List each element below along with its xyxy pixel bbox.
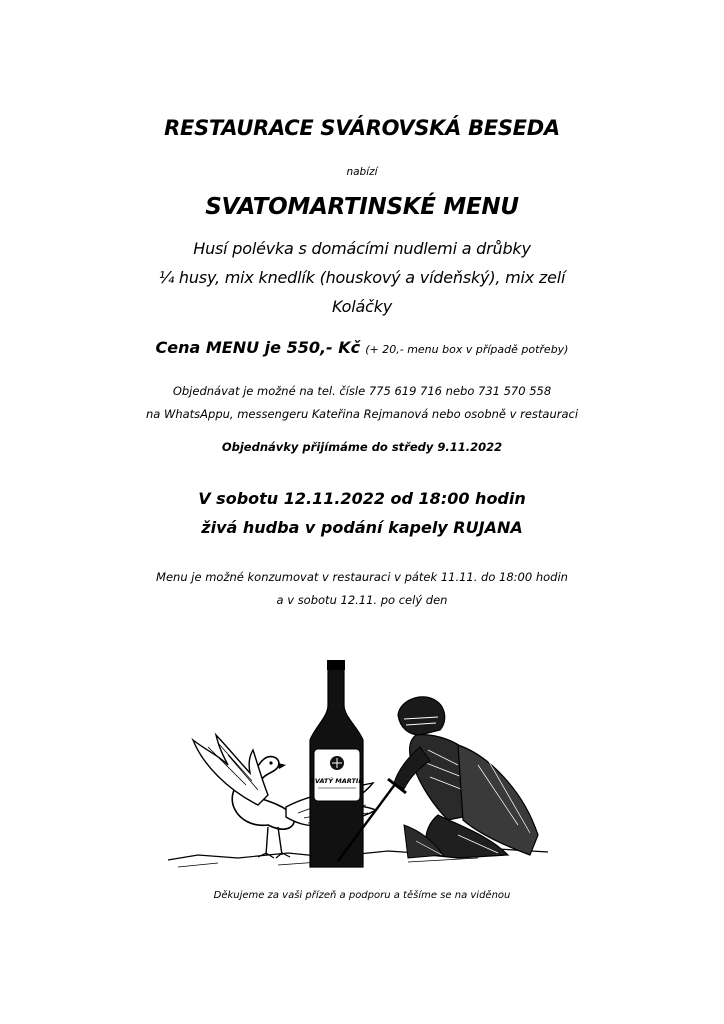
- goose-wine-knight-illustration: [158, 655, 558, 880]
- menu-price-note: (+ 20,- menu box v případě potřeby): [365, 343, 569, 356]
- menu-item-dessert: Koláčky: [331, 297, 393, 316]
- event-live-music: živá hudba v podání kapely RUJANA: [201, 518, 523, 537]
- menu-price-main: Cena MENU je 550,- Kč: [155, 338, 361, 357]
- menu-price: [0, 338, 724, 357]
- event-date: V sobotu 12.11.2022 od 18:00 hodin: [198, 489, 526, 508]
- ordering-deadline: Objednávky přijímáme do středy 9.11.2022: [221, 440, 503, 454]
- bottle-label-text: SVATÝ MARTIN: [310, 777, 364, 785]
- menu-item-soup: Husí polévka s domácími nudlemi a drůbky: [193, 239, 531, 258]
- restaurant-title: RESTAURACE SVÁROVSKÁ BESEDA: [164, 116, 560, 140]
- consumption-friday: Menu je možné konzumovat v restauraci v pátek 11.11. do 18:00 hodin: [156, 570, 568, 584]
- menu-item-main-course: ¼ husy, mix knedlík (houskový a vídeňský), mix zelí: [158, 268, 566, 287]
- ordering-info-channels: na WhatsAppu, messengeru Kateřina Rejmanová nebo osobně v restauraci: [145, 407, 579, 421]
- menu-title: SVATOMARTINSKÉ MENU: [205, 194, 519, 220]
- consumption-saturday: a v sobotu 12.11. po celý den: [276, 593, 448, 607]
- thank-you-note: Děkujeme za vaši přízeň a podporu a těšíme se na viděnou: [213, 890, 511, 901]
- knight-icon: [338, 697, 538, 861]
- ordering-info-phone: Objednávat je možné na tel. čísle 775 619 716 nebo 731 570 558: [172, 384, 552, 398]
- offers-subtitle: nabízí: [346, 166, 378, 178]
